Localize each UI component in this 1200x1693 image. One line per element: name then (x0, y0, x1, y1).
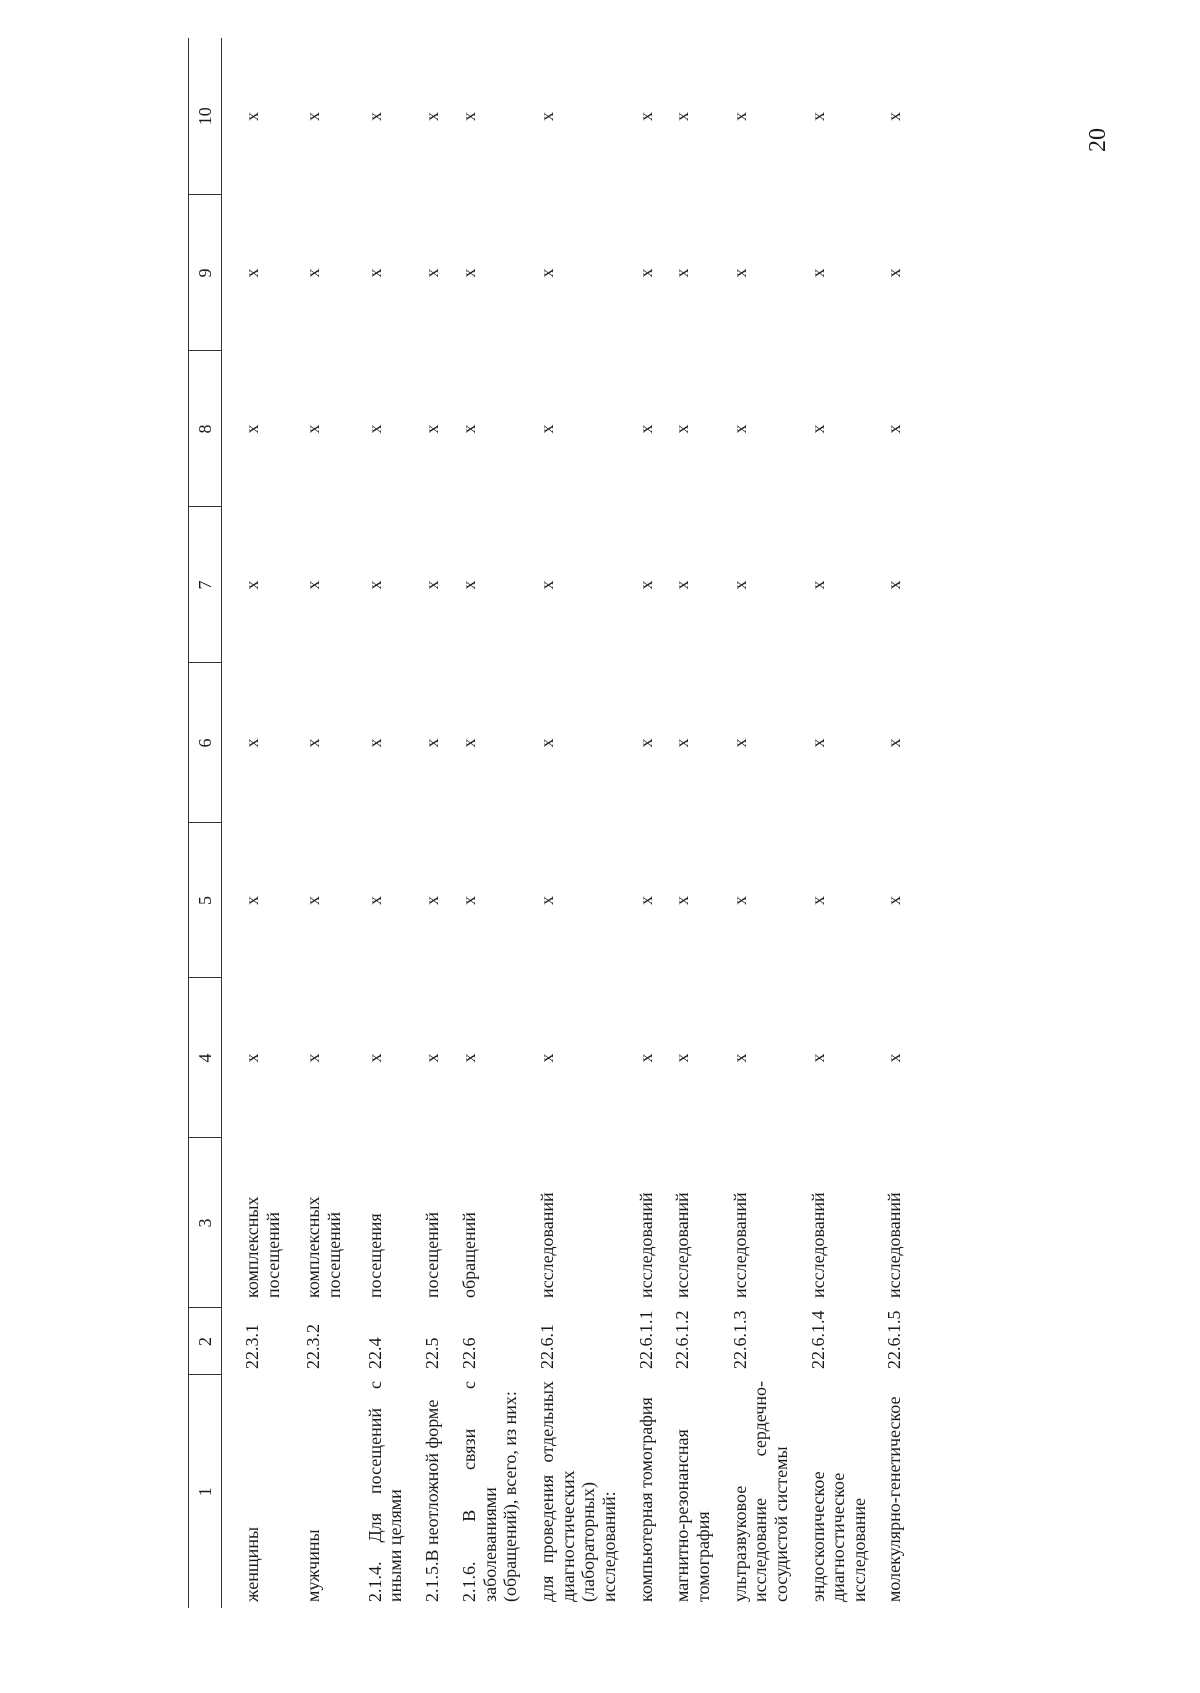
row-description: 2.1.5.В неотложной форме (422, 1399, 443, 1602)
empty-cell-mark: x (364, 112, 385, 121)
empty-cell-mark: x (458, 424, 479, 434)
row-description: магнитно-резонансная томография (672, 1429, 713, 1602)
empty-cell-mark: x (807, 112, 828, 121)
row-code: 22.4 (364, 1337, 385, 1369)
row-description: эндоскопическое диагностическое исследование (807, 1471, 870, 1602)
column-header: 3 (189, 1138, 222, 1308)
empty-cell-mark: x (807, 268, 828, 278)
empty-cell-mark: x (242, 896, 262, 905)
report-sheet (188, 38, 1008, 1608)
empty-cell-mark: x (536, 1053, 557, 1063)
column-header: 4 (189, 978, 222, 1138)
empty-cell-mark: x (883, 580, 904, 590)
empty-cell-mark: x (364, 580, 385, 590)
empty-cell-mark: x (635, 112, 656, 121)
empty-cell-mark: x (536, 268, 557, 278)
column-header: 1 (189, 1375, 222, 1608)
row-code: 22.6.1.2 (672, 1310, 693, 1369)
row-description: молекулярно-генетическое (883, 1396, 904, 1602)
row-unit: посещения (364, 1213, 385, 1298)
empty-cell-mark: x (303, 268, 324, 278)
row-code: 22.6.1 (536, 1324, 557, 1369)
empty-cell-mark: x (807, 424, 828, 434)
row-description: 2.1.4. Для посещений с иными целями (364, 1381, 406, 1602)
empty-cell-mark: x (807, 580, 828, 590)
page-number: 20 (1084, 128, 1111, 152)
empty-cell-mark: x (458, 1053, 479, 1063)
column-header: 8 (189, 351, 222, 507)
empty-cell-mark: x (536, 112, 557, 121)
empty-cell-mark: x (242, 268, 262, 278)
empty-cell-mark: x (303, 738, 324, 748)
empty-cell-mark: x (672, 580, 693, 590)
row-unit: исследований (883, 1192, 904, 1298)
empty-cell-mark: x (303, 1053, 324, 1063)
column-header: 10 (189, 38, 222, 195)
empty-cell-mark: x (242, 424, 262, 434)
empty-cell-mark: x (458, 112, 479, 121)
row-description: компьютерная томография (635, 1397, 656, 1602)
column-number-row (189, 38, 222, 1608)
empty-cell-mark: x (242, 738, 262, 748)
empty-cell-mark: x (242, 1053, 262, 1063)
row-description: для проведения отдельных диагностических (лабораторных) исследований: (536, 1381, 619, 1602)
row-code: 22.5 (422, 1337, 443, 1369)
table-row (624, 38, 661, 1608)
table-row (287, 38, 348, 1608)
empty-cell-mark: x (635, 424, 656, 434)
table-row (718, 38, 796, 1608)
table-row (874, 38, 909, 1608)
empty-cell-mark: x (422, 738, 443, 748)
empty-cell-mark: x (729, 738, 750, 748)
row-description: 2.1.6. В связи с заболеваниями (обращений), всего, из них: (458, 1381, 521, 1602)
row-description: ультразвуковое исследование сердечно-сосудистой системы (729, 1381, 792, 1602)
table-row (525, 38, 624, 1608)
row-code: 22.3.1 (242, 1324, 262, 1369)
empty-cell-mark: x (635, 1053, 656, 1063)
empty-cell-mark: x (303, 580, 324, 590)
empty-cell-mark: x (883, 1053, 904, 1063)
table-row (222, 38, 288, 1608)
data-table (188, 38, 909, 1608)
row-unit: комплексных посещений (303, 1196, 345, 1298)
row-code: 22.6.1.4 (807, 1310, 828, 1369)
empty-cell-mark: x (242, 580, 262, 590)
row-unit: исследований (672, 1192, 693, 1298)
column-header: 9 (189, 195, 222, 351)
empty-cell-mark: x (364, 424, 385, 434)
empty-cell-mark: x (883, 112, 904, 121)
empty-cell-mark: x (422, 580, 443, 590)
empty-cell-mark: x (422, 424, 443, 434)
empty-cell-mark: x (303, 896, 324, 905)
empty-cell-mark: x (458, 268, 479, 278)
empty-cell-mark: x (536, 424, 557, 434)
empty-cell-mark: x (422, 896, 443, 905)
empty-cell-mark: x (807, 896, 828, 905)
row-code: 22.6.1.3 (729, 1310, 750, 1369)
row-unit: исследований (807, 1192, 828, 1298)
empty-cell-mark: x (536, 896, 557, 905)
empty-cell-mark: x (729, 580, 750, 590)
column-header: 2 (189, 1308, 222, 1375)
empty-cell-mark: x (729, 112, 750, 121)
table-row (349, 38, 410, 1608)
row-unit: исследований (536, 1192, 557, 1298)
empty-cell-mark: x (807, 738, 828, 748)
empty-cell-mark: x (422, 268, 443, 278)
row-code: 22.3.2 (303, 1324, 324, 1369)
row-unit: обращений (458, 1212, 479, 1298)
row-unit: исследований (635, 1192, 656, 1298)
empty-cell-mark: x (729, 1053, 750, 1063)
row-unit: исследований (729, 1192, 750, 1298)
column-header: 7 (189, 507, 222, 663)
empty-cell-mark: x (303, 112, 324, 121)
empty-cell-mark: x (807, 1053, 828, 1063)
empty-cell-mark: x (672, 896, 693, 905)
empty-cell-mark: x (536, 738, 557, 748)
empty-cell-mark: x (458, 738, 479, 748)
empty-cell-mark: x (364, 896, 385, 905)
row-description: мужчины (303, 1529, 324, 1602)
table-row (447, 38, 525, 1608)
empty-cell-mark: x (242, 112, 262, 121)
empty-cell-mark: x (672, 424, 693, 434)
empty-cell-mark: x (303, 424, 324, 434)
empty-cell-mark: x (883, 268, 904, 278)
row-code: 22.6.1.5 (883, 1310, 904, 1369)
empty-cell-mark: x (458, 896, 479, 905)
table-row (660, 38, 717, 1608)
empty-cell-mark: x (729, 896, 750, 905)
empty-cell-mark: x (635, 580, 656, 590)
empty-cell-mark: x (635, 738, 656, 748)
empty-cell-mark: x (883, 896, 904, 905)
empty-cell-mark: x (883, 738, 904, 748)
table-row (410, 38, 447, 1608)
empty-cell-mark: x (883, 424, 904, 434)
row-code: 22.6.1.1 (635, 1310, 656, 1369)
empty-cell-mark: x (672, 738, 693, 748)
empty-cell-mark: x (422, 1053, 443, 1063)
empty-cell-mark: x (536, 580, 557, 590)
empty-cell-mark: x (729, 424, 750, 434)
empty-cell-mark: x (422, 112, 443, 121)
empty-cell-mark: x (364, 1053, 385, 1063)
table-row (796, 38, 874, 1608)
row-unit: посещений (422, 1211, 443, 1298)
empty-cell-mark: x (458, 580, 479, 590)
empty-cell-mark: x (635, 268, 656, 278)
row-description: женщины (242, 1526, 262, 1602)
empty-cell-mark: x (672, 1053, 693, 1063)
empty-cell-mark: x (729, 268, 750, 278)
row-code: 22.6 (458, 1337, 479, 1369)
column-header: 5 (189, 823, 222, 978)
column-header: 6 (189, 663, 222, 823)
row-unit: комплексных посещений (242, 1196, 283, 1298)
empty-cell-mark: x (364, 738, 385, 748)
empty-cell-mark: x (635, 896, 656, 905)
table-body (222, 38, 909, 1608)
empty-cell-mark: x (364, 268, 385, 278)
empty-cell-mark: x (672, 268, 693, 278)
empty-cell-mark: x (672, 112, 693, 121)
